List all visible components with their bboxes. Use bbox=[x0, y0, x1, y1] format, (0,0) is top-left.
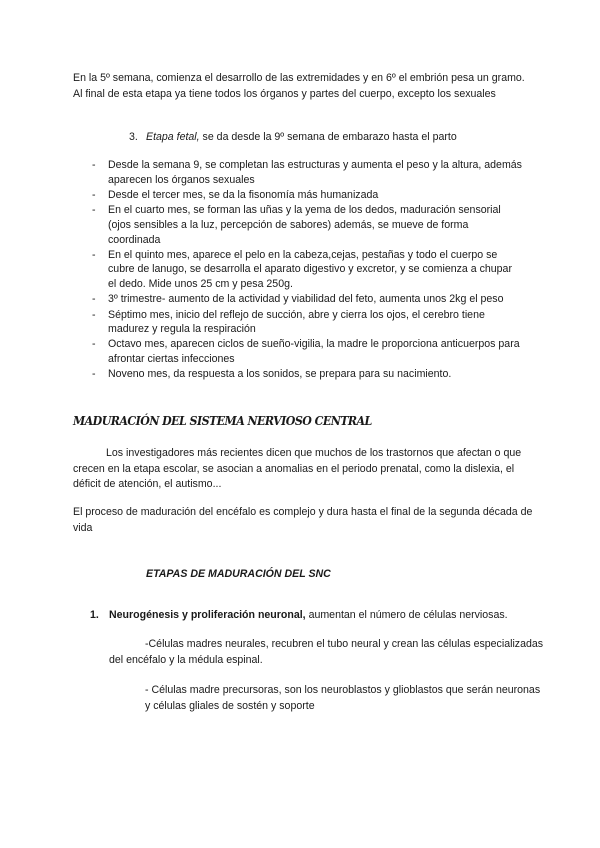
list-item bbox=[92, 158, 522, 187]
list-item bbox=[92, 188, 522, 203]
list-item-text: Desde el tercer mes, se da la fisonomía más humanizada bbox=[108, 188, 379, 201]
bullet-dash: - bbox=[92, 368, 96, 381]
section-heading: MADURACIÓN DEL SISTEMA NERVIOSO CENTRAL bbox=[73, 414, 372, 428]
item-1-text: aumentan el número de células nerviosas. bbox=[305, 609, 508, 621]
brain-maturation-paragraph: El proceso de maduración del encéfalo es complejo y dura hasta el final de la segunda década de vida bbox=[73, 506, 533, 534]
list-item bbox=[92, 308, 522, 337]
intro-paragraph: En la 5º semana, comienza el desarrollo de las extremidades y en 6º el embrión pesa un gramo. Al final de esta etapa ya tiene todos los órganos y partes del cuerpo, excepto los sexuales bbox=[73, 72, 525, 100]
list-item-text: Noveno mes, da respuesta a los sonidos, se prepara para su nacimiento. bbox=[108, 368, 452, 381]
stage-3-text: se da desde la 9º semana de embarazo hasta el parto bbox=[199, 131, 457, 143]
list-item bbox=[92, 337, 522, 366]
stage-3-number: 3. bbox=[129, 131, 138, 143]
sub-item-neural-stem-cells: -Células madres neurales, recubren el tubo neural y crean las células especializadas del encéfalo y la médula espinal. bbox=[109, 638, 544, 666]
list-item-text: Octavo mes, aparecen ciclos de sueño-vigilia, la madre le proporciona anticuerpos para afrontar ciertas infecciones bbox=[108, 338, 520, 366]
list-item-text: Séptimo mes, inicio del reflejo de succión, abre y cierra los ojos, el cerebro tiene madurez y regula la respiración bbox=[108, 308, 485, 336]
list-item-text: Desde la semana 9, se completan las estructuras y aumenta el peso y la altura, además aparecen los órganos sexuales bbox=[108, 159, 522, 186]
bullet-dash: - bbox=[92, 338, 96, 351]
bullet-dash: - bbox=[92, 248, 96, 261]
research-paragraph: Los investigadores más recientes dicen que muchos de los trastornos que afectan o que crecen en la etapa escolar, se asocian a anomalias en el periodo prenatal, como la dislexia, el déficit de atención, el autismo... bbox=[73, 447, 522, 490]
list-item bbox=[92, 248, 522, 292]
list-item bbox=[92, 292, 522, 307]
list-item-text: En el quinto mes, aparece el pelo en la cabeza,cejas, pestañas y todo el cuerpo se cubre de lanugo, se desarrolla el aparato digestivo y excretor, y se comienza a chupar el dedo. Mide unos 25 cm y pesa 250g. bbox=[108, 248, 512, 291]
item-1-number: 1. bbox=[90, 609, 99, 621]
stages-subheading: ETAPAS DE MADURACIÓN DEL SNC bbox=[146, 568, 331, 580]
bullet-dash: - bbox=[92, 188, 96, 201]
sub-item-precursor-cells: - Células madre precursoras, son los neuroblastos y glioblastos que serán neuronas y células gliales de sostén y soporte bbox=[145, 684, 541, 712]
stage-3-title: Etapa fetal, bbox=[146, 131, 200, 143]
bullet-dash: - bbox=[92, 293, 96, 306]
bullet-dash: - bbox=[92, 204, 96, 217]
numbered-item-1 bbox=[90, 608, 550, 624]
stage-3-heading bbox=[129, 130, 457, 146]
list-item-text: En el cuarto mes, se forman las uñas y la yema de los dedos, maduración sensorial (ojos sensibles a la luz, percepción de sabores) además, se mueve de forma coordinada bbox=[108, 204, 501, 246]
list-item bbox=[92, 367, 522, 382]
list-item bbox=[92, 203, 522, 247]
fetal-stage-list bbox=[92, 158, 522, 383]
bullet-dash: - bbox=[92, 308, 96, 321]
bullet-dash: - bbox=[92, 159, 96, 171]
list-item-text: 3º trimestre- aumento de la actividad y viabilidad del feto, aumenta unos 2kg el peso bbox=[108, 293, 504, 306]
item-1-title: Neurogénesis y proliferación neuronal, bbox=[109, 609, 306, 621]
